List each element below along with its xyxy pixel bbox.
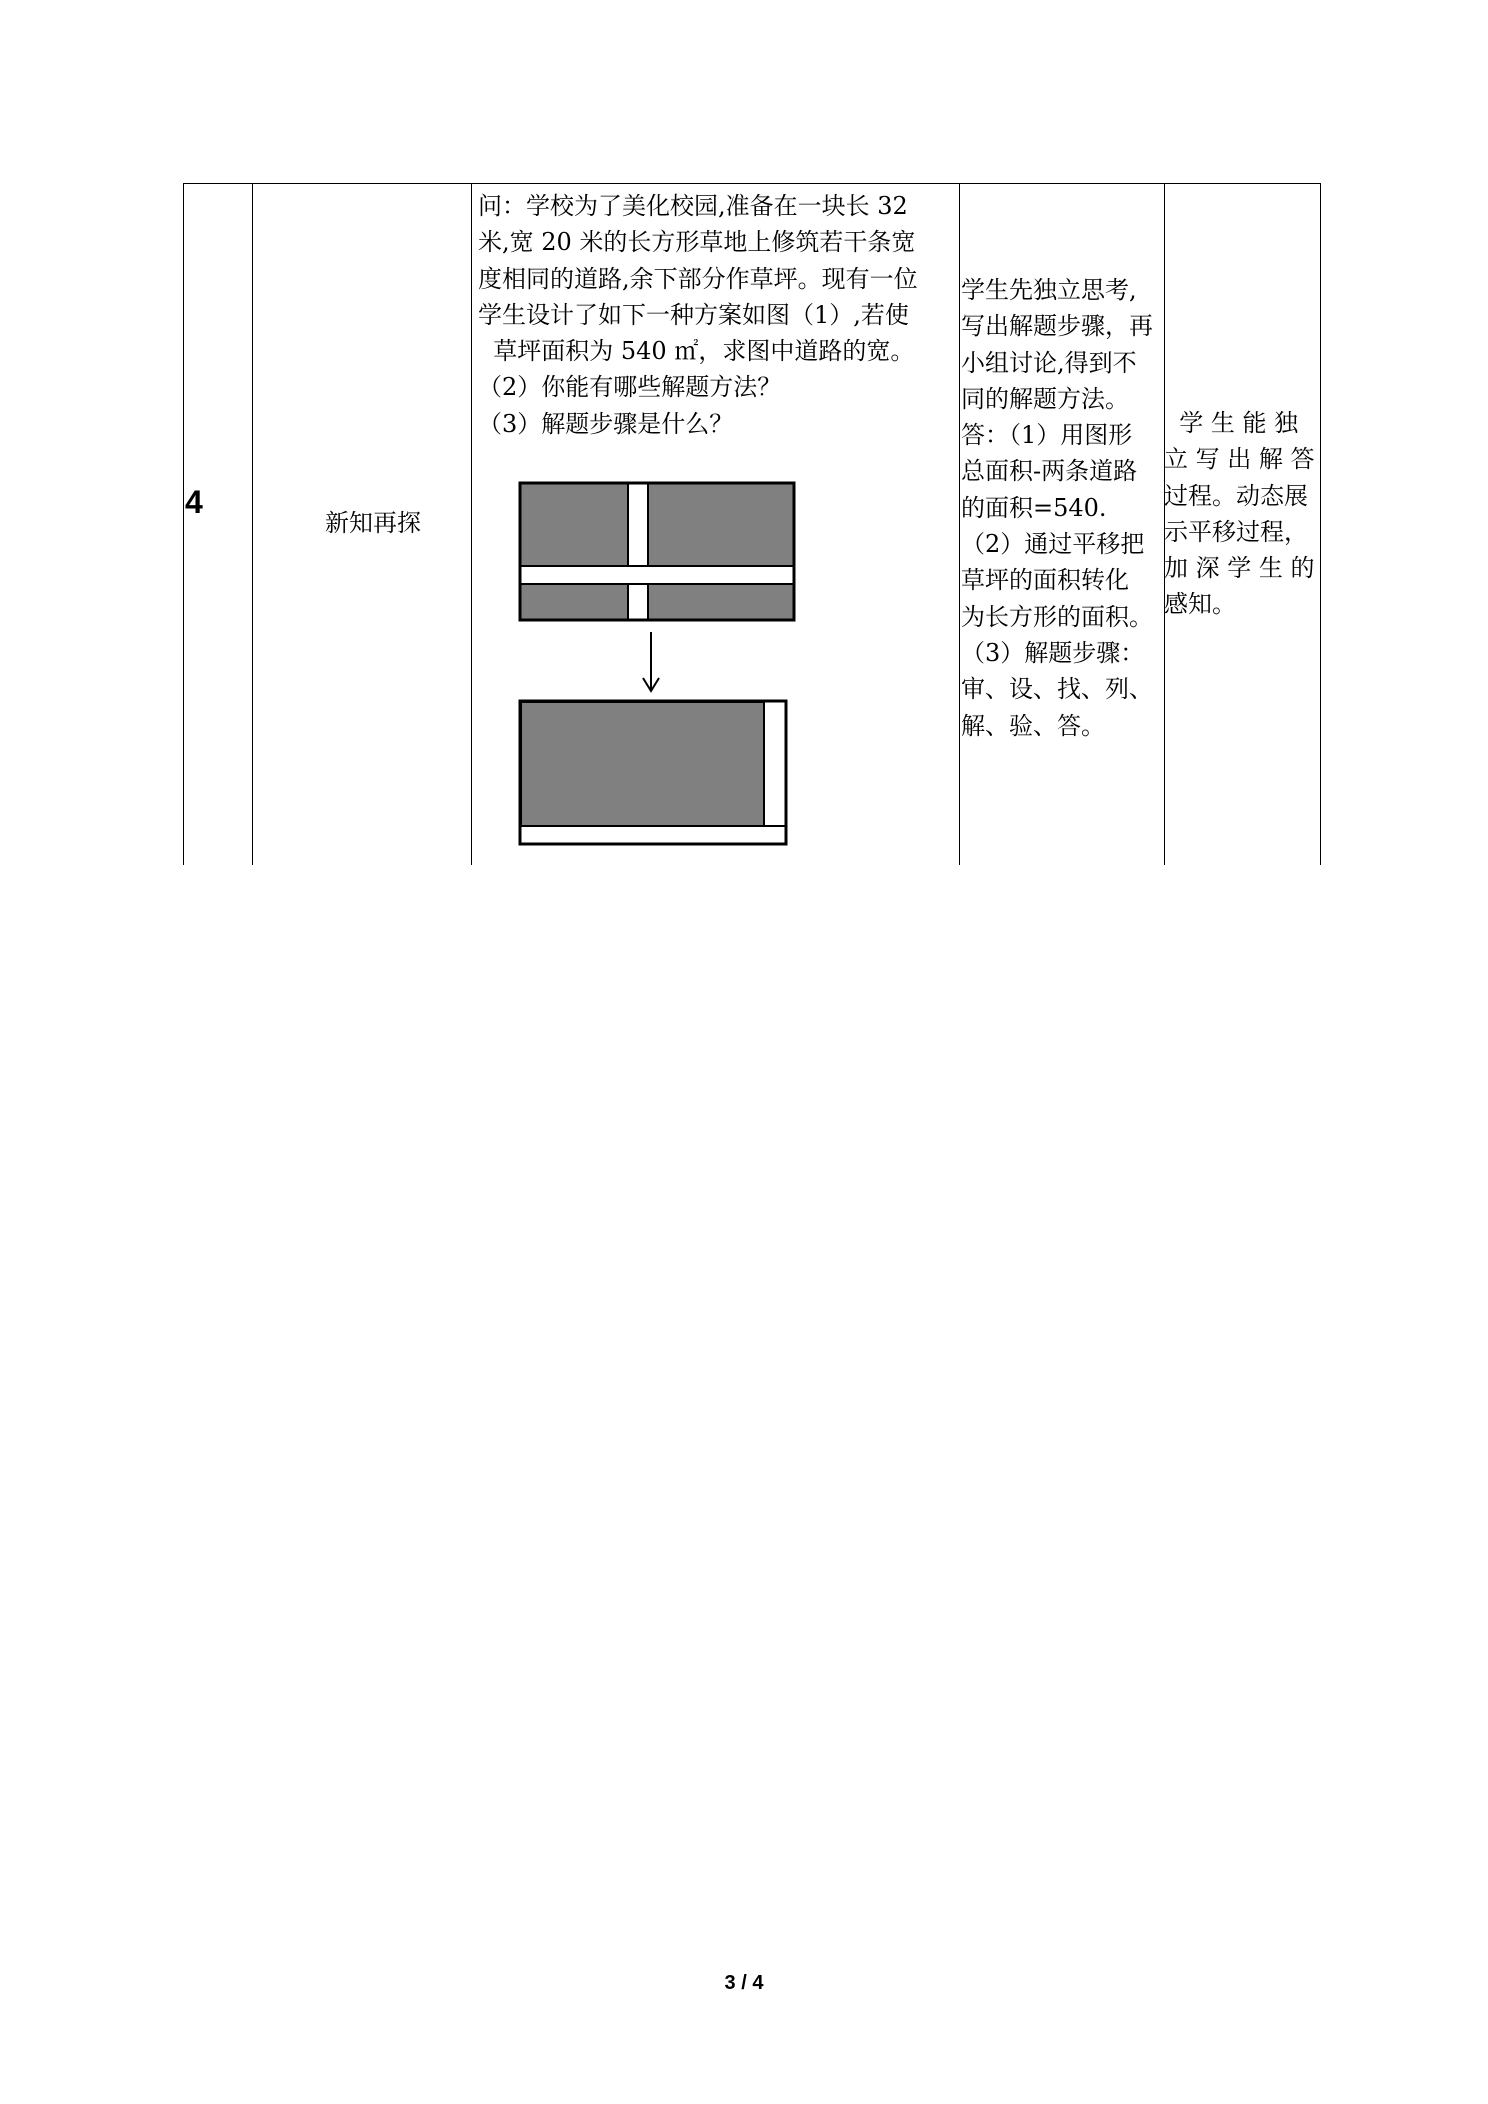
horizontal-road (520, 566, 794, 584)
problem-line: 学生设计了如下一种方案如图（1）,若使 (478, 300, 909, 329)
intent-line: 学 生 能 独 (1164, 409, 1299, 437)
student-line: 答：（1）用图形 (961, 421, 1133, 450)
student-line: 学生先独立思考, (961, 276, 1137, 304)
design-intent-text (1164, 405, 1318, 623)
page-number: 3 / 4 (724, 1972, 764, 1994)
student-activity-text (961, 272, 1161, 744)
problem-line: （3）解题步骤是什么？ (478, 409, 734, 438)
student-line: 写出解题步骤，再 (961, 312, 1153, 341)
problem-line: （2）你能有哪些解题方法？ (478, 373, 782, 402)
merged-lawn (521, 702, 764, 826)
problem-line: 米,宽 20 米的长方形草地上修筑若干条宽 (478, 228, 916, 257)
road-translation-diagram (515, 475, 805, 855)
problem-line: 度相同的道路,余下部分作草坪。现有一位 (478, 264, 918, 293)
vertical-road (628, 483, 648, 620)
student-line: 总面积-两条道路 (961, 457, 1138, 486)
intent-line: 感知。 (1164, 590, 1236, 619)
intent-line: 示平移过程， (1164, 517, 1308, 546)
student-line: 草坪的面积转化 (961, 566, 1129, 595)
student-line: 的面积=540. (961, 493, 1107, 522)
student-line: 为长方形的面积。 (961, 602, 1153, 631)
student-line: 解、验、答。 (961, 711, 1105, 740)
lawn-field-original (520, 483, 794, 620)
step-number: 4 (185, 484, 203, 520)
student-line: 审、设、找、列、 (961, 675, 1153, 704)
student-line: （3）解题步骤： (961, 638, 1145, 667)
intent-line: 立 写 出 解 答 (1164, 445, 1315, 474)
problem-line: 问：学校为了美化校园,准备在一块长 32 (478, 192, 908, 220)
stage-name: 新知再探 (325, 509, 421, 537)
problem-line: 草坪面积为 540 ㎡，求图中道路的宽。 (478, 337, 915, 366)
step-number-cell (184, 184, 253, 866)
student-line: 同的解题方法。 (961, 384, 1129, 413)
intent-line: 过程。动态展 (1164, 481, 1308, 510)
student-line: 小组讨论,得到不 (961, 348, 1137, 377)
intent-line: 加 深 学 生 的 (1164, 554, 1315, 583)
problem-text (478, 188, 956, 442)
student-line: （2）通过平移把 (961, 530, 1145, 559)
